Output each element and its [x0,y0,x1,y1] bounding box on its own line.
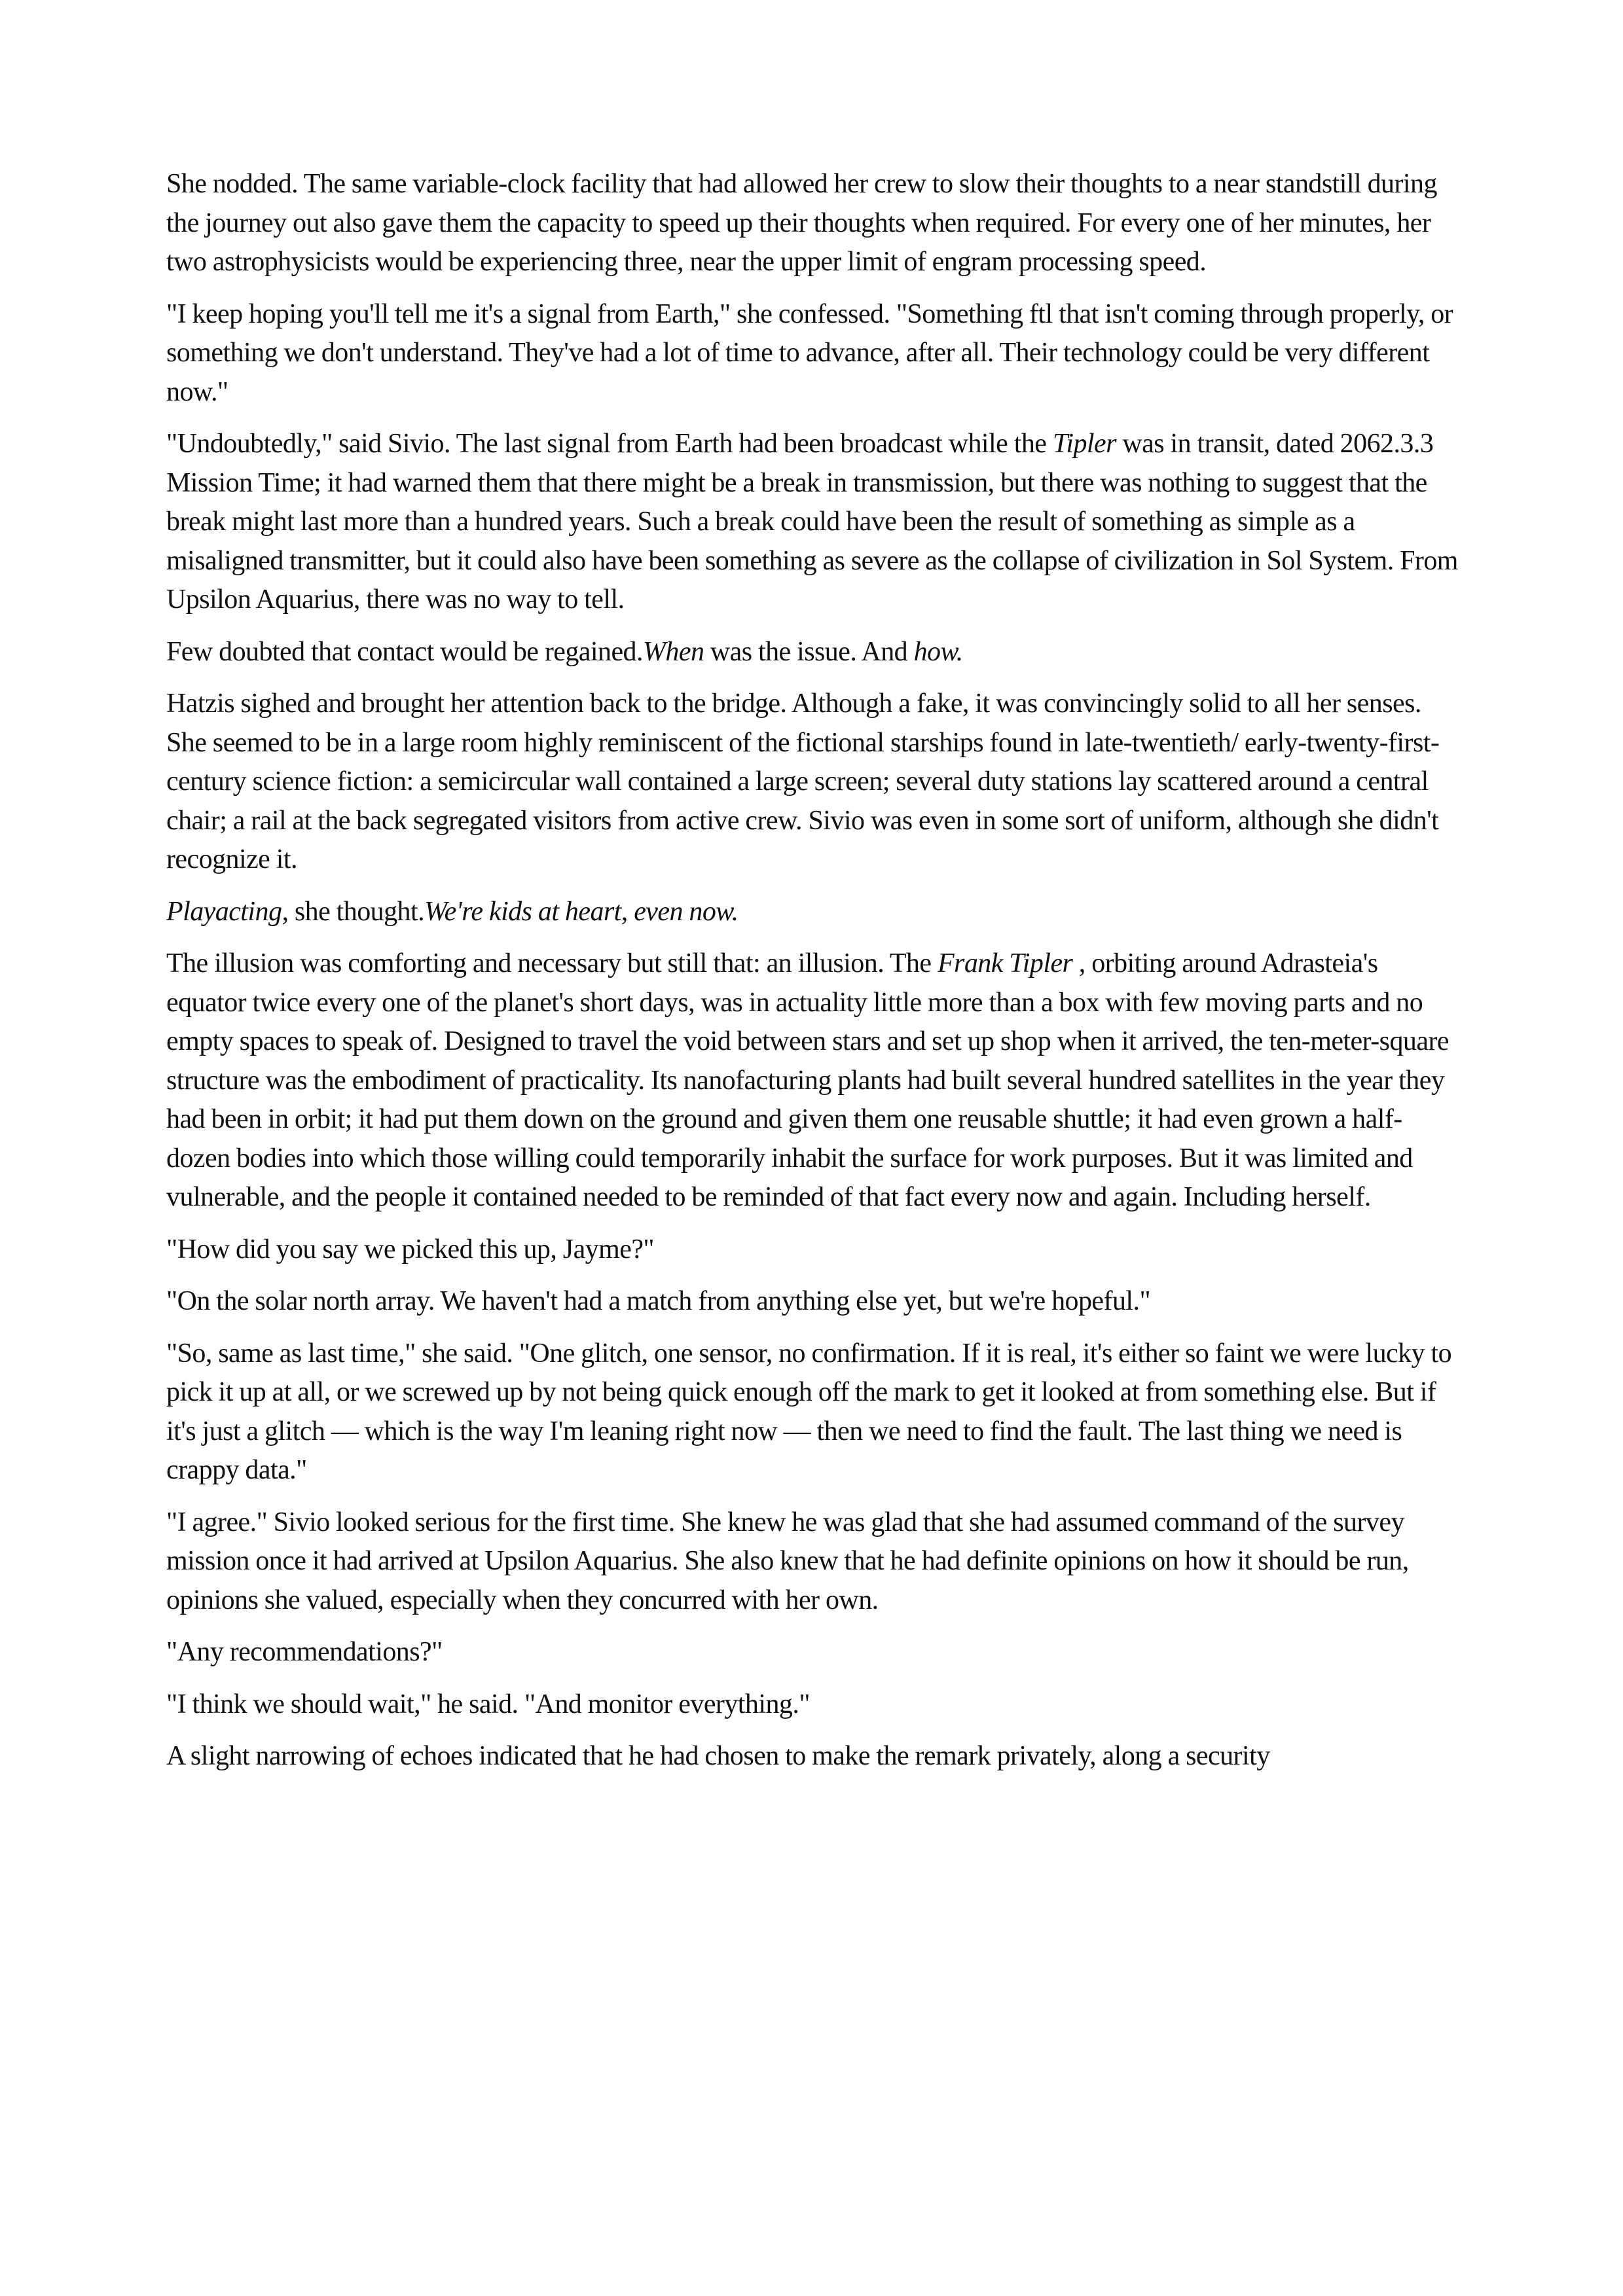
paragraph [166,893,1463,932]
italic-text: Tipler [1052,429,1116,459]
text-run: she thought. [288,896,425,927]
text-run: The illusion was comforting and necessary but still that: an illusion. The [166,948,938,978]
italic-text: Frank Tipler [937,948,1073,978]
text-run: She nodded. The same variable-clock facility that had allowed her crew to slow their thoughts to a near standstill during the journey out also gave them the capacity to speed up their thoughts when required. For every one of her minutes, her two astrophysicists would be experiencing three, near the upper limit of engram processing speed. [166,169,1437,277]
text-run: "I agree." Sivio looked serious for the first time. She knew he was glad that she had assumed command of the survey mission once it had arrived at Upsilon Aquarius. She also knew that he had definite opinions on how it should be run, opinions she valued, especially when they concurred with her own. [166,1507,1409,1615]
text-run: "I keep hoping you'll tell me it's a signal from Earth," she confessed. "Something ftl that isn't coming through properly, or something we don't understand. They've had a lot of time to advance, after all. Their technology could be very different now." [166,298,1453,407]
body-text [166,165,1463,1789]
paragraph [166,1737,1463,1776]
paragraph [166,1685,1463,1725]
italic-text: We're kids at heart, even now. [424,896,739,927]
paragraph [166,425,1463,620]
text-run: , orbiting around Adrasteia's equator twice every one of the planet's short days, was in actuality little more than a box with few moving parts and no empty spaces to speak of. Designed to travel the void between stars and set up shop when it arrived, the ten-meter-square structure was the embodiment of practicality. Its nanofacturing plants had built several hundred satellites in the year they had been in orbit; it had put them down on the ground and given them one reusable shuttle; it had even grown a half-dozen bodies into which those willing could temporarily inhabit the surface for work purposes. But it was limited and vulnerable, and the people it contained needed to be reminded of that fact every now and again. Including herself. [166,948,1449,1212]
text-run: was the issue. And [704,636,914,667]
paragraph [166,944,1463,1217]
text-run: "On the solar north array. We haven't had a match from anything else yet, but we're hopeful." [166,1286,1151,1316]
paragraph [166,1335,1463,1490]
paragraph [166,165,1463,282]
text-run: "Any recommendations?" [166,1637,443,1667]
italic-text: When [642,636,704,667]
text-run: "Undoubtedly," said Sivio. The last signal from Earth had been broadcast while the [166,429,1053,459]
text-run: Hatzis sighed and brought her attention back to the bridge. Although a fake, it was convincingly solid to all her senses. She seemed to be in a large room highly reminiscent of the fictional starships found in late-twentieth/ early-twenty-first-century science fiction: a semicircular wall contained a large screen; several duty stations lay scattered around a central chair; a rail at the back segregated visitors from active crew. Sivio was even in some sort of uniform, although she didn't recognize it. [166,689,1440,874]
paragraph [166,1230,1463,1270]
paragraph [166,1633,1463,1672]
paragraph [166,1503,1463,1621]
italic-text: Playacting, [166,896,289,927]
text-run: "I think we should wait," he said. "And monitor everything." [166,1689,810,1719]
text-run: Few doubted that contact would be regained. [166,636,643,667]
paragraph [166,1282,1463,1321]
paragraph [166,633,1463,672]
paragraph [166,685,1463,880]
text-run: "So, same as last time," she said. "One glitch, one sensor, no confirmation. If it is real, it's either so faint we were lucky to pick it up at all, or we screwed up by not being quick enough off the mark to get it looked at from something else. But if it's just a glitch — which is the way I'm leaning right now — then we need to find the fault. The last thing we need is crappy data." [166,1338,1452,1485]
text-run: was in transit, dated 2062.3.3 Mission Time; it had warned them that there might be a break in transmission, but there was nothing to suggest that the break might last more than a hundred years. Such a break could have been the result of something as simple as a misaligned transmitter, but it could also have been something as severe as the collapse of civilization in Sol System. From Upsilon Aquarius, there was no way to tell. [166,429,1458,615]
italic-text: how. [913,636,963,667]
text-run: "How did you say we picked this up, Jayme?" [166,1234,655,1265]
paragraph [166,295,1463,412]
text-run: A slight narrowing of echoes indicated that he had chosen to make the remark privately, along a security [166,1741,1270,1771]
